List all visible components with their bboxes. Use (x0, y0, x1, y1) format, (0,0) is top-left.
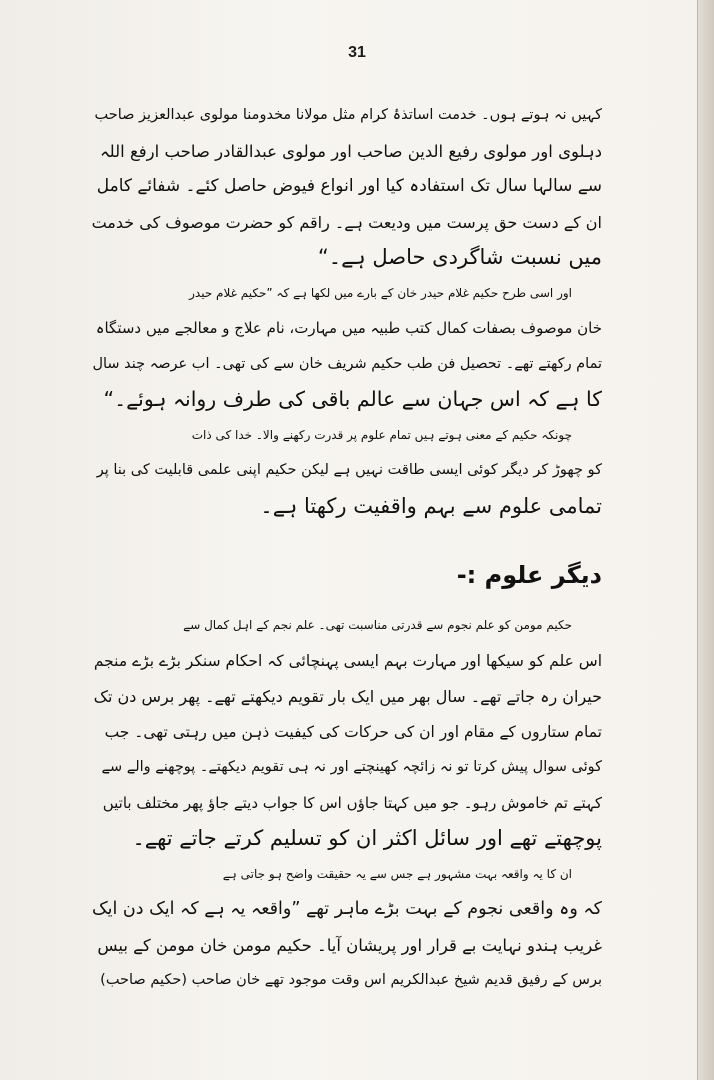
text-line: کوئی سوال پیش کرتا تو نہ زائچہ کھینچتے اور نہ ہی تقویم دیکھتے۔ پوچھنے والے سے (101, 759, 602, 775)
text-line: چونکہ حکیم کے معنی ہوتے ہیں تمام علوم پر قدرت رکھنے والا۔ خدا کی ذات (191, 427, 572, 442)
text-line: کہیں نہ ہوتے ہوں۔ خدمت اساتذۂ کرام مثل مولانا مخدومنا مولوی عبدالعزیز صاحب (94, 107, 602, 123)
text-line: اور اسی طرح حکیم غلام حیدر خان کے بارے میں لکھا ہے کہ ”حکیم غلام حیدر (189, 285, 572, 300)
paragraph (92, 98, 602, 276)
text-line: حکیم مومن کو علم نجوم سے قدرتی مناسبت تھی۔ علم نجم کے اہل کمال سے (183, 618, 572, 632)
page-edge (697, 0, 714, 1080)
text-line: میں نسبت شاگردی حاصل ہے۔“ (317, 245, 602, 269)
page-number: 31 (348, 44, 366, 61)
text-line: پوچھتے تھے اور سائل اکثر ان کو تسلیم کرتے جاتے تھے۔ (132, 826, 602, 850)
text-line: اس علم کو سیکھا اور مہارت بہم ایسی پہنچائی کہ احکام سنکر بڑے بڑے منجم (93, 651, 602, 670)
text-line: غریب ہندو نہایت بے قرار اور پریشان آیا۔ حکیم مومن خان مومن کے بیس (97, 935, 602, 955)
text-line: کا ہے کہ اس جہان سے عالم باقی کی طرف روانہ ہوئے۔“ (103, 387, 602, 411)
text-line: تمام رکھتے تھے۔ تحصیل فن طب حکیم شریف خان سے کی تھی۔ اب عرصہ چند سال (92, 355, 602, 372)
paragraph (92, 276, 602, 418)
text-line: حیران رہ جاتے تھے۔ سال بھر میں ایک بار تقویم دیکھتے تھے۔ پھر برس دن تک (93, 687, 602, 706)
text-line: برس کے رفیق قدیم شیخ عبدالکریم اس وقت موجود تھے خان صاحب (حکیم صاحب) (100, 972, 602, 988)
paragraph (92, 608, 602, 857)
section-heading: دیگر علوم :- (456, 561, 602, 589)
page-body (92, 98, 602, 999)
text-line: تمامی علوم سے بہم واقفیت رکھتا ہے۔ (260, 493, 602, 518)
text-line: دہلوی اور مولوی رفیع الدین صاحب اور مولوی عبدالقادر صاحب ارفع اللہ (100, 141, 602, 161)
text-line: کہ وہ واقعی نجوم کے بہت بڑے ماہر تھے ”واقعہ یہ ہے کہ ایک دن ایک (91, 899, 602, 919)
text-line: تمام ستاروں کے مقام اور ان کی حرکات کی کیفیت ذہن میں رہتی تھی۔ جب (104, 722, 602, 741)
paragraph (92, 418, 602, 525)
text-line: کو چھوڑ کر دیگر کوئی ایسی طاقت نہیں ہے لیکن حکیم اپنی علمی قابلیت کی بنا پر (96, 462, 602, 478)
text-line: کہتے تم خاموش رہو۔ جو میں کہتا جاؤں اس کا جواب دیتے جاؤ پھر مختلف باتیں (102, 793, 602, 812)
text-line: ان کے دست حق پرست میں ودیعت ہے۔ راقم کو حضرت موصوف کی خدمت (91, 212, 602, 232)
paragraph (92, 857, 602, 999)
text-line: سے سالہا سال تک استفادہ کیا اور انواع فیوض حاصل کئے۔ شفائے کامل (96, 176, 602, 196)
text-line: خان موصوف بصفات کمال کتب طبیہ میں مہارت، نام علاج و معالجے میں دستگاہ (95, 319, 602, 337)
text-line: ان کا یہ واقعہ بہت مشہور ہے جس سے یہ حقیقت واضح ہو جاتی ہے (222, 866, 572, 881)
